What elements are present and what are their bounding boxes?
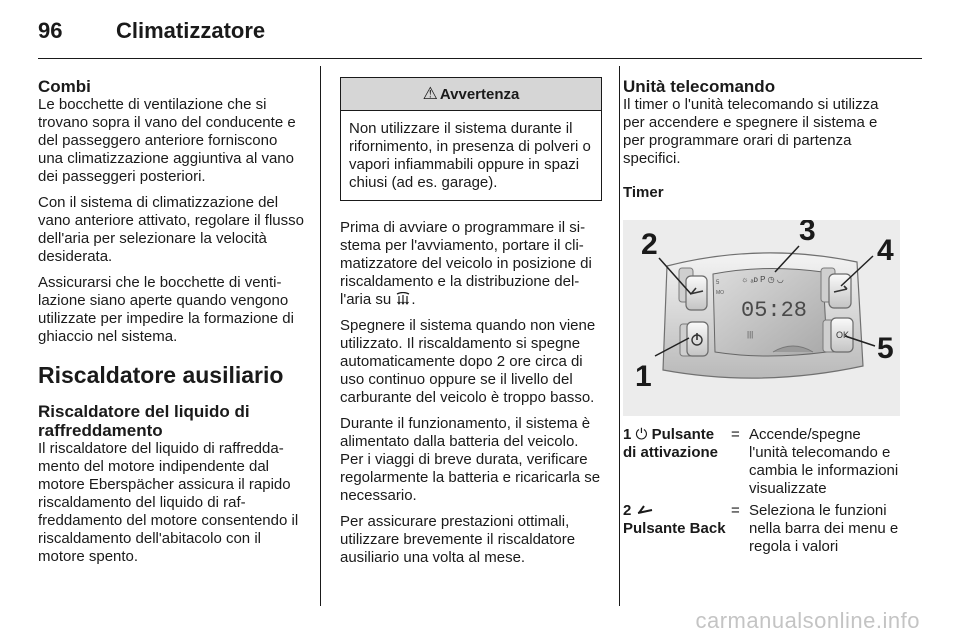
definition-description: Seleziona le funzioni nella barra dei menu e regola i valori xyxy=(749,502,899,555)
timer-label: Timer xyxy=(623,184,664,201)
warning-triangle-icon: ⚠ xyxy=(422,84,438,103)
paragraph: Assicurarsi che le bocchette di ventilazione siano aperte quando vengono utilizzate per impedire la formazione di ghiaccio nel sistema. xyxy=(38,274,294,345)
figure-label-3: 3 xyxy=(799,220,816,247)
column-2 xyxy=(340,77,602,575)
subheading: Riscaldatore del liquido di raffreddamento xyxy=(38,402,250,440)
figure-label-5: 5 xyxy=(877,332,894,365)
paragraph: Con il sistema di climatizzazione del vano anteriore attivato, regolare il flusso dell'aria per selezionare la velocità desiderata. xyxy=(38,194,304,265)
figure-label-4: 4 xyxy=(877,234,894,267)
figure-label-2: 2 xyxy=(641,228,658,261)
paragraph: Per assicurare prestazioni ottimali, utilizzare brevemente il riscaldatore ausiliario una volta al mese. xyxy=(340,513,576,566)
back-arrow-icon xyxy=(636,504,654,515)
warning-text: Non utilizzare il sistema durante il rifornimento, in presenza di polveri o vapori infiammabili oppure in spazi chiusi (ad es. garage). xyxy=(349,120,591,191)
definition-number: 2 xyxy=(623,502,632,519)
warning-header xyxy=(341,78,601,111)
watermark: carmanualsonline.info xyxy=(695,608,920,633)
definition-term-text: Pulsante di attivazione xyxy=(623,426,719,461)
section-title: Riscaldatore ausiliario xyxy=(38,362,284,388)
column-divider xyxy=(320,66,321,606)
equals-sign: = xyxy=(731,426,740,443)
column-1 xyxy=(38,77,306,574)
column-3 xyxy=(623,77,903,558)
timer-figure xyxy=(623,220,900,416)
svg-text:5: 5 xyxy=(716,280,720,286)
equals-sign: = xyxy=(731,502,740,519)
definition-description: Accende/spegne l'unità telecomando e cambia le informazioni visualizzate xyxy=(749,426,899,497)
timer-display-time: 05:28 xyxy=(741,298,808,323)
svg-text:|||: ||| xyxy=(747,330,754,339)
page-number: 96 xyxy=(38,18,63,43)
paragraph-text: Prima di avviare o programmare il sistema per l'avviamento, portare il climatizzatore del veicolo in posizione di riscaldamento e la distribuzione dell'aria su xyxy=(340,219,592,308)
page-title: Climatizzatore xyxy=(116,18,266,43)
timer-device-illustration xyxy=(623,220,900,416)
header-rule xyxy=(38,58,922,59)
page-header xyxy=(38,18,265,48)
definition-term xyxy=(623,502,731,556)
svg-text:MO: MO xyxy=(716,290,725,296)
remote-unit-heading: Unità telecomando xyxy=(623,77,776,96)
definition-row xyxy=(623,426,903,498)
paragraph: Il riscaldatore del liquido di raffreddamento del motore indipendente dal motore Eberspächer assicura il rapido riscaldamento del liquido di raffreddamento del motore consentendo il riscaldamento dell'abitacolo con il motore spento. xyxy=(38,440,299,565)
column-divider xyxy=(619,66,620,606)
warning-title: Avvertenza xyxy=(439,86,520,103)
definition-row xyxy=(623,502,903,556)
ok-button-label: OK xyxy=(836,330,850,340)
paragraph xyxy=(340,219,602,309)
power-icon: ⏻ xyxy=(635,426,648,443)
warning-box xyxy=(340,77,602,201)
definition-number: 1 xyxy=(623,426,632,443)
button-definitions xyxy=(623,426,903,556)
defrost-airflow-icon xyxy=(395,292,411,305)
definition-term xyxy=(623,426,731,498)
definition-term-text: Pulsante Back xyxy=(623,520,726,537)
figure-label-1: 1 xyxy=(635,360,652,393)
paragraph: Spegnere il sistema quando non viene utilizzato. Il riscaldamento si spegne automaticamente dopo 2 ore circa di uso continuo oppure se il livello del carburante del veicolo è troppo basso. xyxy=(340,317,596,406)
paragraph: Durante il funzionamento, il sistema è alimentato dalla batteria del veicolo. Per i viaggi di breve durata, verificare regolarmente la batteria e ricaricarla se necessario. xyxy=(340,415,601,504)
svg-text:☼ ₐᴅ P ◷ ◡: ☼ ₐᴅ P ◷ ◡ xyxy=(741,275,784,284)
paragraph: Il timer o l'unità telecomando si utilizza per accendere e spegnere il sistema e per programmare orari di partenza specifici. xyxy=(623,96,879,167)
paragraph: Le bocchette di ventilazione che si trovano sopra il vano del conducente e del passeggero anteriore forniscono una climatizzazione aggiuntiva al vano dei passeggeri posteriori. xyxy=(38,96,296,185)
paragraph-end: . xyxy=(411,291,416,308)
combi-heading: Combi xyxy=(38,77,91,96)
